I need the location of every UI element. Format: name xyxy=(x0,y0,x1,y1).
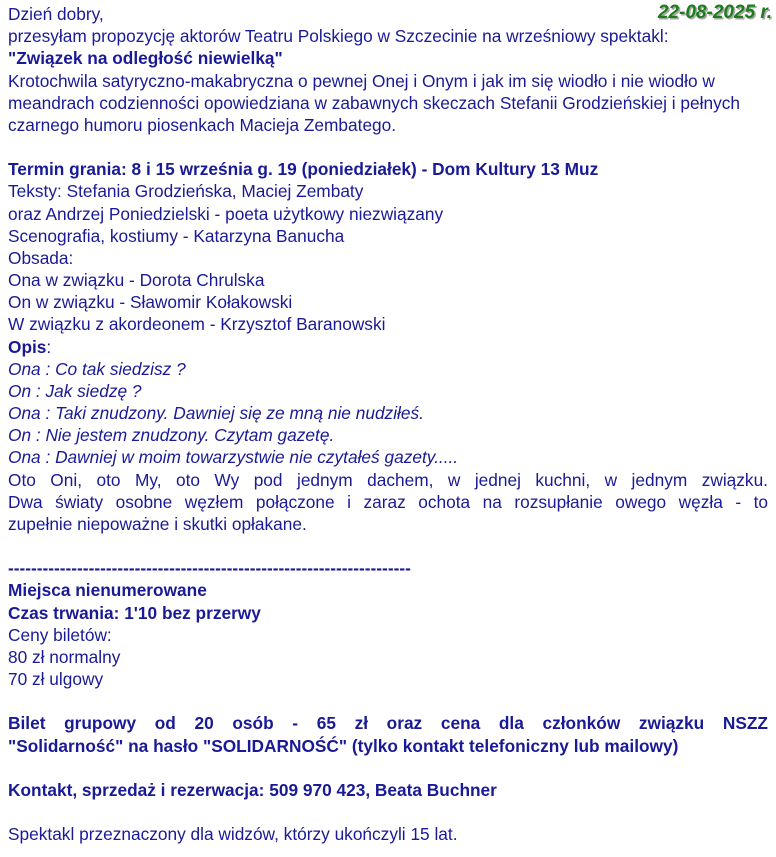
blank-line xyxy=(8,690,768,712)
cast-member-on: On w związku - Sławomir Kołakowski xyxy=(8,292,293,313)
contact-line: Kontakt, sprzedaż i rezerwacja: 509 970 423, Beata Buchner xyxy=(8,779,497,800)
schedule-line: Termin grania: 8 i 15 września g. 19 (poniedziałek) - Dom Kultury 13 Muz xyxy=(8,159,599,180)
dialogue-line: Ona : Co tak siedzisz ? xyxy=(8,358,186,379)
duration-line: Czas trwania: 1'10 bez przerwy xyxy=(8,602,261,623)
texts-line: Teksty: Stefania Grodzieńska, Maciej Zembaty xyxy=(8,181,364,202)
blank-line xyxy=(8,757,768,779)
cast-member-akordeon: W związku z akordeonem - Krzysztof Baranowski xyxy=(8,314,386,335)
texts-line-2: oraz Andrzej Poniedzielski - poeta użytkowy niezwiązany xyxy=(8,203,444,224)
show-title: "Związek na odległość niewielką" xyxy=(8,48,283,69)
prices-label: Ceny biletów: xyxy=(8,624,112,645)
opis-label-line xyxy=(8,336,768,358)
dialogue-line: Ona : Dawniej w moim towarzystwie nie czytałeś gazety..... xyxy=(8,447,459,468)
dialogue-line: On : Nie jestem znudzony. Czytam gazetę. xyxy=(8,425,335,446)
divider-dashes: ---------------------------------------------------------------------- xyxy=(8,558,411,579)
age-restriction-line: Spektakl przeznaczony dla widzów, którzy ukończyli 15 lat. xyxy=(8,824,458,845)
summary-line: zupełnie niepoważne i skutki opłakane. xyxy=(8,513,307,534)
group-offer-line: "Solidarność" na hasło "SOLIDARNOŚĆ" (tylko kontakt telefoniczny lub mailowy) xyxy=(8,735,679,756)
summary-line: Dwa światy osobne węzłem połączone i zaraz ochota na rozsupłanie owego węzła - to xyxy=(8,491,768,512)
document-page xyxy=(8,2,772,845)
dialogue-line: On : Jak siedzę ? xyxy=(8,380,142,401)
date-stamp: 22-08-2025 r. xyxy=(657,2,772,23)
show-description: Krotochwila satyryczno-makabryczna o pewnej Onej i Onym i jak im się wiodło i nie wiodło w meandrach codzienności opowiedziana w zabawnych skeczach Stefanii Grodzieńskiej i pełnych czarnego humoru piosenkach Macieja Zembatego. xyxy=(8,70,740,135)
blank-line xyxy=(8,136,768,158)
blank-line xyxy=(8,801,768,823)
opis-colon: : xyxy=(46,336,52,357)
header-row xyxy=(8,2,772,25)
proposal-line: przesyłam propozycję aktorów Teatru Polskiego w Szczecinie na wrześniowy spektakl: xyxy=(8,26,669,47)
seating-line: Miejsca nienumerowane xyxy=(8,580,207,601)
blank-line xyxy=(8,535,768,557)
greeting-text: Dzień dobry, xyxy=(8,4,104,24)
summary-line: Oto Oni, oto My, oto Wy pod jednym dachem, w jednej kuchni, w jednym związku. xyxy=(8,469,768,490)
price-normal: 80 zł normalny xyxy=(8,646,121,667)
cast-label: Obsada: xyxy=(8,247,74,268)
price-reduced: 70 zł ulgowy xyxy=(8,669,104,690)
scenography-line: Scenografia, kostiumy - Katarzyna Banucha xyxy=(8,225,345,246)
dialogue-line: Ona : Taki znudzony. Dawniej się ze mną nie nudziłeś. xyxy=(8,403,424,424)
cast-member-ona: Ona w związku - Dorota Chrulska xyxy=(8,270,265,291)
group-offer-line: Bilet grupowy od 20 osób - 65 zł oraz cena dla członków związku NSZZ xyxy=(8,713,768,734)
opis-label: Opis xyxy=(8,336,47,357)
